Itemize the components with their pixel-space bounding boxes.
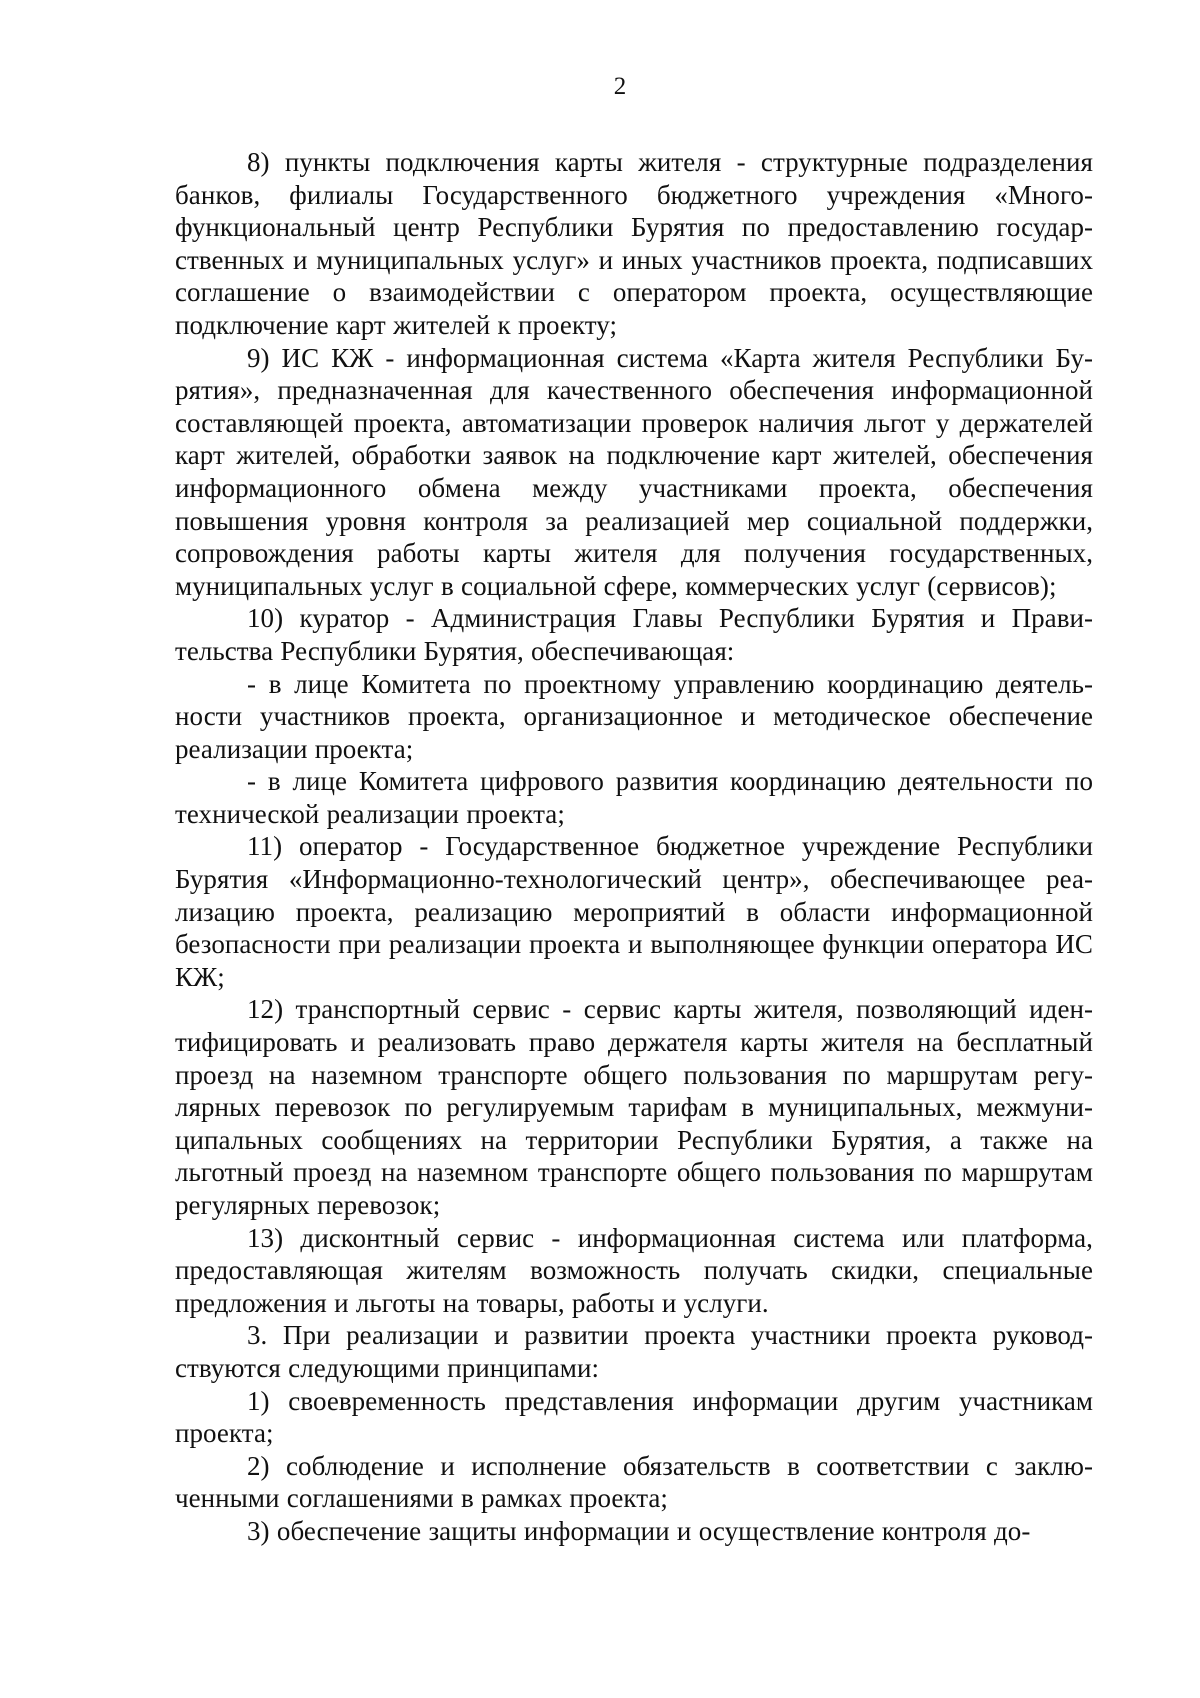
paragraph-definition-11: 11) оператор - Государственное бюджетное учреждение Республики Бурятия «Информационно-технологический центр», обеспечивающее реализацию проекта, реализацию мероприятий в области информационной безопасности при реализации проекта и выполняющее функции оператора ИС КЖ; <box>175 831 1093 992</box>
paragraph-definition-9: 9) ИС КЖ - информационная система «Карта жителя Республики Бурятия», предназначенная для качественного обеспечения информационной составляющей проекта, автоматизации проверок наличия льгот у держателей карт жителей, обработки заявок на подключение карт жителей, обеспечения информационного обмена между участниками проекта, обеспечения повышения уровня контроля за реализацией мер социальной поддержки, сопровождения работы карты жителя для получения государственных, муниципальных услуг в социальной сфере, коммерческих услуг (сервисов); <box>175 342 1093 601</box>
page-number: 2 <box>613 73 627 100</box>
paragraph-definition-12: 12) транспортный сервис - сервис карты жителя, позволяющий идентифицировать и реализовать право держателя карты жителя на бесплатный проезд на наземном транспорте общего пользования по маршрутам регулярных перевозок по регулируемым тарифам в муниципальных, межмуниципальных сообщениях на территории Республики Бурятия, а также на льготный проезд на наземном транспорте общего пользования по маршрутам регулярных перевозок; <box>175 994 1093 1220</box>
paragraph-curator-item-1: - в лице Комитета по проектному управлению координацию деятельности участников проекта, организационное и методическое обеспечение реализации проекта; <box>175 668 1093 764</box>
document-body <box>175 146 1093 1548</box>
paragraph-curator-item-2: - в лице Комитета цифрового развития координацию деятельности по технической реализации проекта; <box>175 766 1093 829</box>
paragraph-principle-1: 1) своевременность представления информации другим участникам проекта; <box>175 1385 1093 1449</box>
paragraph-principle-3: 3) обеспечение защиты информации и осуществление контроля до- <box>247 1515 1031 1546</box>
paragraph-section-3: 3. При реализации и развитии проекта участники проекта руководствуются следующими принципами: <box>175 1320 1093 1383</box>
paragraph-principle-2: 2) соблюдение и исполнение обязательств в соответствии с заключенными соглашениями в рамках проекта; <box>175 1450 1093 1514</box>
paragraph-definition-13: 13) дисконтный сервис - информационная система или платформа, предоставляющая жителям возможность получать скидки, специальные предложения и льготы на товары, работы и услуги. <box>175 1222 1093 1318</box>
paragraph-definition-10: 10) куратор - Администрация Главы Республики Бурятия и Правительства Республики Бурятия, обеспечивающая: <box>175 603 1093 666</box>
paragraph-definition-8: 8) пункты подключения карты жителя - структурные подразделения банков, филиалы Государственного бюджетного учреждения «Многофункциональный центр Республики Бурятия по предоставлению государственных и муниципальных услуг» и иных участников проекта, подписавших соглашение о взаимодействии с оператором проекта, осуществляющие подключение карт жителей к проекту; <box>175 147 1093 340</box>
